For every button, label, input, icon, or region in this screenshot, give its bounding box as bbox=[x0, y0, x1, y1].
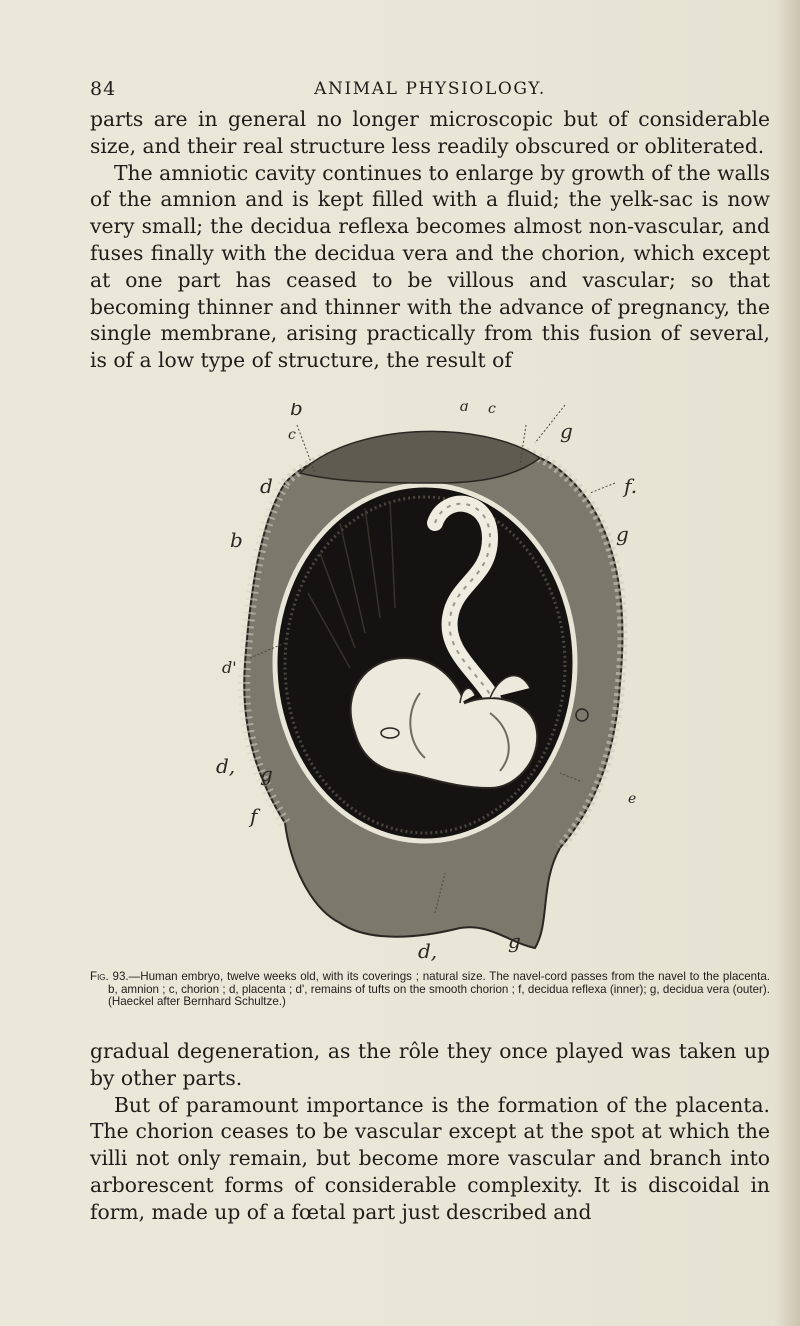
top-body-text bbox=[90, 106, 770, 374]
paragraph-amniotic-cavity: The amniotic cavity continues to enlarge by growth of the walls of the amnion and is kept filled with a fluid; the yelk-sac is now very small; the decidua reflexa becomes almost non-vascular, and fuses finally with the decidua vera and the chorion, which except at one part has ceased to be villous and vascular; so that becoming thinner and thinner with the advance of pregnancy, the single membrane, arising practically from this fusion of several, is of a low type of structure, the result of bbox=[90, 160, 770, 373]
running-head: ANIMAL PHYSIOLOGY. bbox=[314, 79, 546, 99]
paragraph-placenta: But of paramount importance is the formation of the placenta. The chorion ceases to be vascular except at the spot at which the villi not only remain, but become more vascular and branch into arborescent forms of considerable complexity. It is discoidal in form, made up of a fœtal part just described and bbox=[90, 1092, 770, 1224]
label-g-right: g bbox=[616, 522, 629, 546]
paragraph-continued: parts are in general no longer microscopic but of considerable size, and their real structure less readily obscured or obliterated. bbox=[90, 107, 770, 158]
figure-number: Fig. 93. bbox=[90, 970, 129, 983]
embryo-illustration bbox=[190, 403, 640, 963]
label-f-lower-left: f bbox=[250, 804, 258, 828]
page-number: 84 bbox=[90, 78, 117, 100]
label-dprime-left: d' bbox=[222, 658, 237, 677]
paragraph-degeneration: gradual degeneration, as the rôle they once played was taken up by other parts. bbox=[90, 1039, 770, 1090]
bottom-body-text bbox=[90, 1038, 770, 1226]
embryo-figure bbox=[190, 403, 640, 963]
label-d-lower-left: d, bbox=[216, 754, 236, 778]
figure-caption bbox=[90, 971, 770, 1009]
placenta bbox=[300, 431, 540, 483]
label-d-top: d bbox=[460, 403, 469, 415]
label-d-bottom: d, bbox=[418, 939, 438, 963]
label-g-lower-left: g bbox=[260, 762, 273, 786]
caption-text: —Human embryo, twelve weeks old, with its coverings ; natural size. The navel-cord passes from the navel to the placenta. b, amnion ; c, chorion ; d, placenta ; d', remains of tufts on the smooth chorion ; f, decidua reflexa (inner); g, decidua vera (outer). (Haeckel after Bernhard Schultze.) bbox=[108, 970, 770, 1009]
label-g-topright: g bbox=[560, 419, 573, 443]
label-d-left: d bbox=[260, 474, 273, 498]
label-g-bottom: g bbox=[508, 929, 521, 953]
label-c-left: c bbox=[288, 427, 296, 443]
label-c-top: c bbox=[488, 403, 496, 417]
label-e-right: e bbox=[628, 791, 637, 807]
page-header bbox=[90, 78, 770, 108]
label-b-top: b bbox=[290, 403, 303, 420]
label-b-left: b bbox=[230, 528, 243, 552]
label-f-right: f. bbox=[624, 474, 638, 498]
page-edge-shadow bbox=[774, 0, 800, 1326]
